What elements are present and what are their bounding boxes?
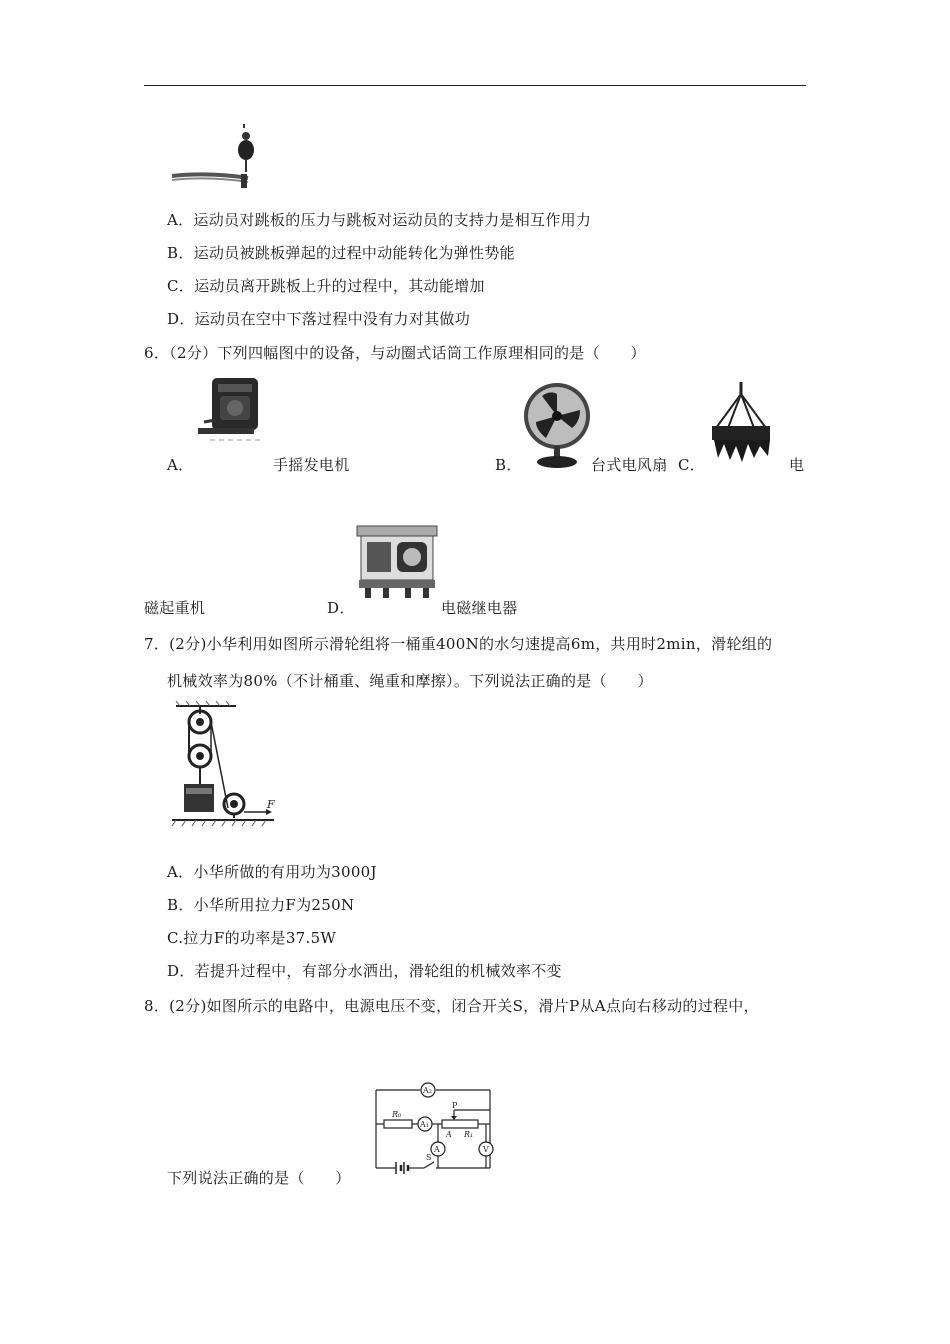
q6-stem: 6．（2分）下列四幅图中的设备，与动圈式话筒工作原理相同的是（ ） (144, 344, 646, 362)
springboard-diver-figure (168, 122, 268, 194)
q5-option-a: A．运动员对跳板的压力与跳板对运动员的支持力是相互作用力 (167, 211, 592, 229)
q6-option-b-letter: B． (495, 456, 522, 474)
q6-option-d-label: 电磁继电器 (441, 599, 518, 617)
pulley-force-label: F (267, 798, 275, 811)
q7-option-b: B．小华所用拉力F为250N (167, 896, 355, 914)
q6-option-c-label-part2: 磁起重机 (144, 599, 206, 617)
q6-option-a-label: 手摇发电机 (273, 456, 350, 474)
desk-fan-figure (520, 380, 594, 470)
q7-option-c: C.拉力F的功率是37.5W (167, 929, 337, 947)
header-rule (144, 85, 806, 86)
slider-p-label: P (452, 1101, 458, 1110)
ammeter-a-label: A (434, 1145, 440, 1154)
resistor-r0-label: R₀ (392, 1110, 402, 1119)
switch-s-label: S (426, 1153, 432, 1162)
q5-option-d: D．运动员在空中下落过程中没有力对其做功 (167, 310, 471, 328)
q6-option-d-letter: D． (327, 599, 355, 617)
electromagnetic-crane-figure (708, 380, 774, 468)
q7-option-a: A．小华所做的有用功为3000J (167, 863, 377, 881)
q7-option-d: D．若提升过程中，有部分水洒出，滑轮组的机械效率不变 (167, 962, 562, 980)
q6-option-c-letter: C． (678, 456, 706, 474)
circuit-diagram-figure (368, 1078, 498, 1180)
pulley-system-figure (170, 700, 280, 828)
electromagnetic-relay-figure (353, 520, 441, 600)
resistor-r1-label: R₁ (464, 1130, 474, 1139)
q8-tail: 下列说法正确的是（ ） (167, 1169, 351, 1187)
q7-stem-line1: 7．(2分)小华利用如图所示滑轮组将一桶重400N的水匀速提高6m，共用时2min，滑轮组的 (144, 635, 773, 653)
voltmeter-v-label: V (483, 1145, 489, 1154)
q5-option-b: B．运动员被跳板弹起的过程中动能转化为弹性势能 (167, 244, 515, 262)
q8-stem: 8．(2分)如图所示的电路中，电源电压不变，闭合开关S，滑片P从A点向右移动的过程中， (144, 997, 759, 1015)
ammeter-a1-label: A₁ (420, 1120, 429, 1129)
q5-option-c: C．运动员离开跳板上升的过程中，其动能增加 (167, 277, 485, 295)
q6-option-b-label: 台式电风扇 (591, 456, 668, 474)
q6-option-a-letter: A． (167, 456, 194, 474)
q6-option-c-label-part1: 电 (789, 456, 805, 474)
ammeter-a2-label: A₂ (423, 1086, 432, 1095)
hand-crank-generator-figure (194, 374, 266, 446)
point-a-label: A (446, 1130, 452, 1139)
q7-stem-line2: 机械效率为80%（不计桶重、绳重和摩擦）。下列说法正确的是（ ） (167, 672, 653, 690)
